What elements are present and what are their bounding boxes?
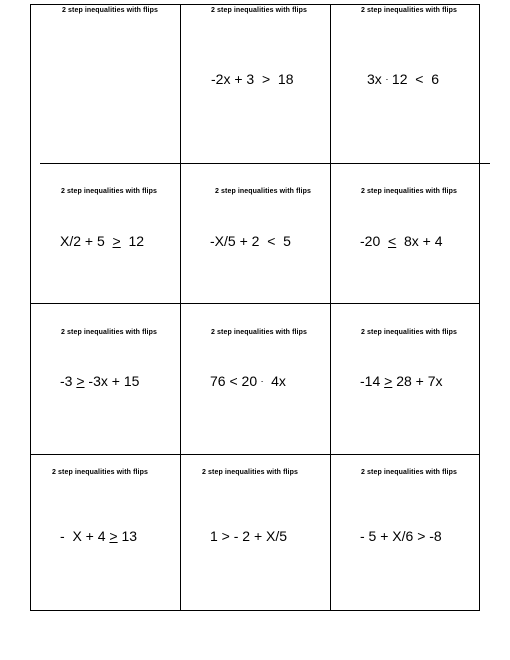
card-4-expression — [60, 233, 144, 249]
card-8-expression — [210, 373, 286, 390]
card-6-expr-lte: < — [388, 233, 397, 249]
card-3-expr-part-c: 12 < 6 — [388, 71, 440, 87]
card-9-expr-gte: > — [384, 373, 393, 389]
grid-row-divider-2 — [30, 303, 480, 304]
card-5-expression: -X/5 + 2 < 5 — [210, 233, 291, 249]
card-1-title: 2 step inequalities with flips — [62, 7, 158, 14]
card-10-expression — [60, 528, 137, 544]
grid-col-divider-1 — [180, 4, 181, 611]
card-11-expression: 1 > - 2 + X/5 — [210, 528, 288, 544]
card-7-title: 2 step inequalities with flips — [61, 329, 157, 336]
grid-bottom-border — [30, 610, 480, 611]
grid-top-border — [30, 4, 480, 5]
card-4-expr-part-a: X/2 + 5 — [60, 233, 113, 249]
card-8-expr-part-c: 4x — [263, 373, 286, 389]
card-10-expr-part-a: - X + 4 — [60, 528, 110, 544]
card-9-title: 2 step inequalities with flips — [361, 329, 457, 336]
card-9-expression — [360, 373, 443, 389]
card-7-expr-part-c: -3x + 15 — [84, 373, 140, 389]
card-7-expr-part-a: -3 — [60, 373, 77, 389]
card-6-expression — [360, 233, 443, 249]
card-3-title: 2 step inequalities with flips — [361, 7, 457, 14]
card-9-expr-part-a: -14 — [360, 373, 385, 389]
card-3-expression — [367, 71, 439, 88]
card-2-expression: -2x + 3 > 18 — [211, 71, 294, 87]
card-8-expr-part-a: 76 < 20 — [210, 373, 261, 389]
card-4-title: 2 step inequalities with flips — [61, 188, 157, 195]
card-7-expression — [60, 373, 139, 389]
card-8-title: 2 step inequalities with flips — [211, 329, 307, 336]
card-12-expression: - 5 + X/6 > -8 — [360, 528, 442, 544]
card-10-expr-part-c: 13 — [117, 528, 138, 544]
card-6-expr-part-c: 8x + 4 — [396, 233, 443, 249]
card-3-expr-minus: - — [385, 76, 389, 84]
card-9-expr-part-c: 28 + 7x — [392, 373, 443, 389]
card-2-title: 2 step inequalities with flips — [211, 7, 307, 14]
card-7-expr-gte: > — [76, 373, 85, 389]
card-4-expr-part-c: 12 — [120, 233, 145, 249]
card-11-title: 2 step inequalities with flips — [202, 469, 298, 476]
card-12-title: 2 step inequalities with flips — [361, 469, 457, 476]
card-8-expr-minus: - — [261, 378, 264, 386]
grid-left-border — [30, 4, 31, 611]
grid-right-border — [479, 4, 480, 611]
card-10-title: 2 step inequalities with flips — [52, 469, 148, 476]
card-6-expr-part-a: -20 — [360, 233, 389, 249]
card-5-title: 2 step inequalities with flips — [215, 188, 311, 195]
card-3-expr-part-a: 3x — [367, 71, 386, 87]
grid-col-divider-2 — [330, 4, 331, 611]
card-10-expr-gte: > — [109, 528, 118, 544]
card-6-title: 2 step inequalities with flips — [361, 188, 457, 195]
grid-row-divider-1 — [40, 163, 490, 164]
card-4-expr-gte: > — [112, 233, 121, 249]
grid-row-divider-3 — [30, 454, 480, 455]
